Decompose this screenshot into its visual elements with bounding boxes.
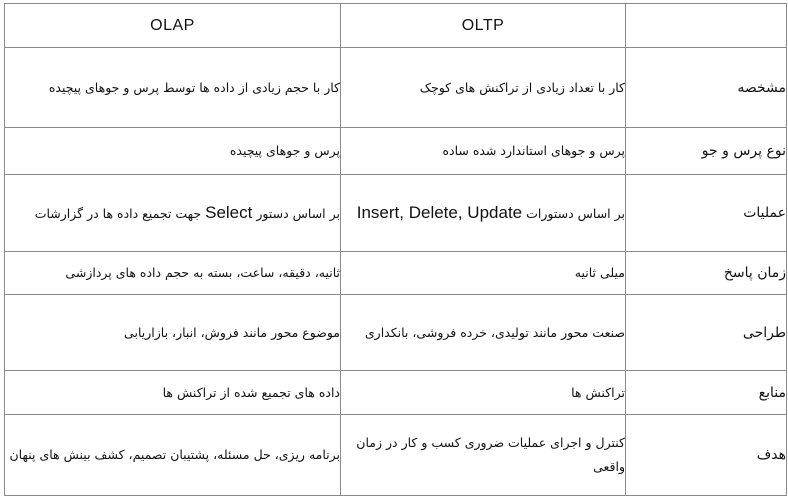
- row-label-goal: هدف: [626, 415, 787, 496]
- oltp-goal: کنترل و اجرای عملیات ضروری کسب و کار در زمان واقعی: [341, 415, 626, 496]
- oltp-characteristic: کار با تعداد زیادی از تراکنش های کوچک: [341, 48, 626, 128]
- table-row-characteristic: [5, 48, 787, 128]
- row-label-sources: منابع: [626, 371, 787, 415]
- table-row-operations: [5, 175, 787, 252]
- row-label-operations: عملیات: [626, 175, 787, 252]
- olap-query-type: پرس و جوهای پیچیده: [5, 128, 341, 175]
- header-label: [626, 4, 787, 48]
- header-olap: OLAP: [5, 4, 341, 48]
- oltp-operations: [341, 175, 626, 252]
- oltp-sources: تراکنش ها: [341, 371, 626, 415]
- table-row-response-time: [5, 252, 787, 295]
- olap-characteristic: کار با حجم زیادی از داده ها توسط پرس و جوهای پیچیده: [5, 48, 341, 128]
- olap-response-time: ثانیه، دقیقه، ساعت، بسته به حجم داده های پردازشی: [5, 252, 341, 295]
- olap-operations: [5, 175, 341, 252]
- oltp-query-type: پرس و جوهای استاندارد شده ساده: [341, 128, 626, 175]
- oltp-design: صنعت محور مانند تولیدی، خرده فروشی، بانکداری: [341, 295, 626, 371]
- olap-design: موضوع محور مانند فروش، انبار، بازاریابی: [5, 295, 341, 371]
- table-row-goal: [5, 415, 787, 496]
- table-row-query-type: [5, 128, 787, 175]
- oltp-operations-prefix: بر اساس دستورات: [526, 205, 625, 221]
- olap-operations-prefix: بر اساس دستور: [256, 205, 340, 221]
- row-label-design: طراحی: [626, 295, 787, 371]
- row-label-response-time: زمان پاسخ: [626, 252, 787, 295]
- oltp-response-time: میلی ثانیه: [341, 252, 626, 295]
- table-row-sources: [5, 371, 787, 415]
- olap-goal: برنامه ریزی، حل مسئله، پشتیبان تصمیم، کشف بینش های پنهان: [5, 415, 341, 496]
- header-oltp: OLTP: [341, 4, 626, 48]
- row-label-query-type: نوع پرس و جو: [626, 128, 787, 175]
- header-row: [5, 4, 787, 48]
- oltp-operations-commands: Insert, Delete, Update: [356, 202, 523, 222]
- table-row-design: [5, 295, 787, 371]
- olap-operations-suffix: جهت تجمیع داده ها در گزارشات: [34, 205, 202, 221]
- olap-sources: داده های تجمیع شده از تراکنش ها: [5, 371, 341, 415]
- olap-operations-command: Select: [205, 202, 253, 222]
- row-label-characteristic: مشخصه: [626, 48, 787, 128]
- comparison-table: [4, 3, 787, 496]
